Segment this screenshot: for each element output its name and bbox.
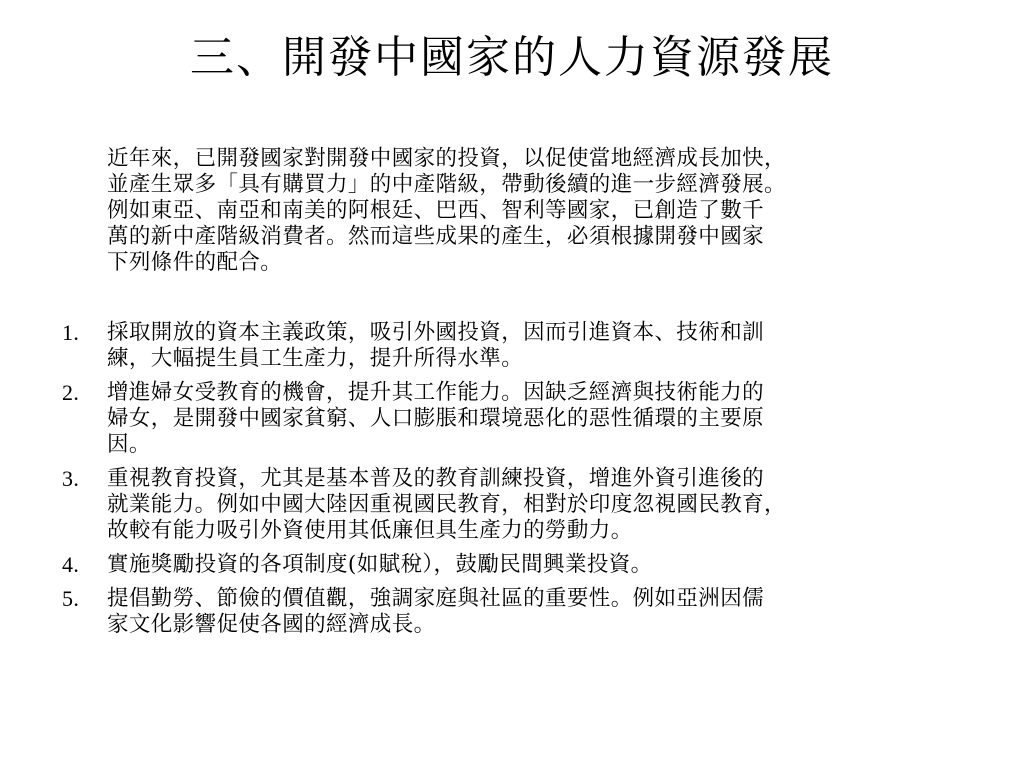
list-item-number: 1. — [62, 320, 80, 345]
list-item — [0, 552, 1000, 578]
slide-title: 三、開發中國家的人力資源發展 — [190, 32, 834, 83]
list-item-line: 採取開放的資本主義政策，吸引外國投資，因而引進資本、技術和訓 — [107, 320, 765, 345]
list-item-line: 增進婦女受教育的機會，提升其工作能力。因缺乏經濟與技術能力的 — [107, 380, 765, 405]
list-item — [0, 586, 1000, 638]
list-item-number: 3. — [62, 466, 80, 491]
list-item-line: 就業能力。例如中國大陸因重視國民教育，相對於印度忽視國民教育， — [107, 492, 786, 517]
list-item-line: 提倡勤勞、節儉的價值觀，強調家庭與社區的重要性。例如亞洲因儒 — [107, 586, 765, 611]
list-item-number: 5. — [62, 586, 80, 611]
list-item-line: 婦女，是開發中國家貧窮、人口膨脹和環境惡化的惡性循環的主要原 — [107, 406, 765, 431]
intro-line: 例如東亞、南亞和南美的阿根廷、巴西、智利等國家，已創造了數千 — [107, 198, 765, 223]
intro-line: 萬的新中產階級消費者。然而這些成果的產生，必須根據開發中國家 — [107, 224, 765, 249]
list-item-line: 實施獎勵投資的各項制度(如賦稅），鼓勵民間興業投資。 — [107, 552, 653, 577]
intro-line: 下列條件的配合。 — [107, 250, 283, 275]
list-item-line: 故較有能力吸引外資使用其低廉但具生產力的勞動力。 — [107, 518, 633, 543]
intro-line: 近年來，已開發國家對開發中國家的投資，以促使當地經濟成長加快， — [107, 146, 786, 171]
list-item — [0, 466, 1000, 544]
list-item-line: 家文化影響促使各國的經濟成長。 — [107, 612, 436, 637]
list-item — [0, 380, 1000, 458]
list-item — [0, 320, 1000, 372]
conditions-list — [0, 320, 1000, 646]
intro-paragraph — [107, 146, 987, 276]
list-item-number: 4. — [62, 552, 80, 577]
list-item-line: 練，大幅提生員工生產力，提升所得水準。 — [107, 346, 524, 371]
list-item-line: 重視教育投資，尤其是基本普及的教育訓練投資，增進外資引進後的 — [107, 466, 765, 491]
list-item-number: 2. — [62, 380, 80, 405]
intro-line: 並產生眾多「具有購買力」的中產階級，帶動後續的進一步經濟發展。 — [107, 172, 786, 197]
list-item-line: 因。 — [107, 432, 151, 457]
